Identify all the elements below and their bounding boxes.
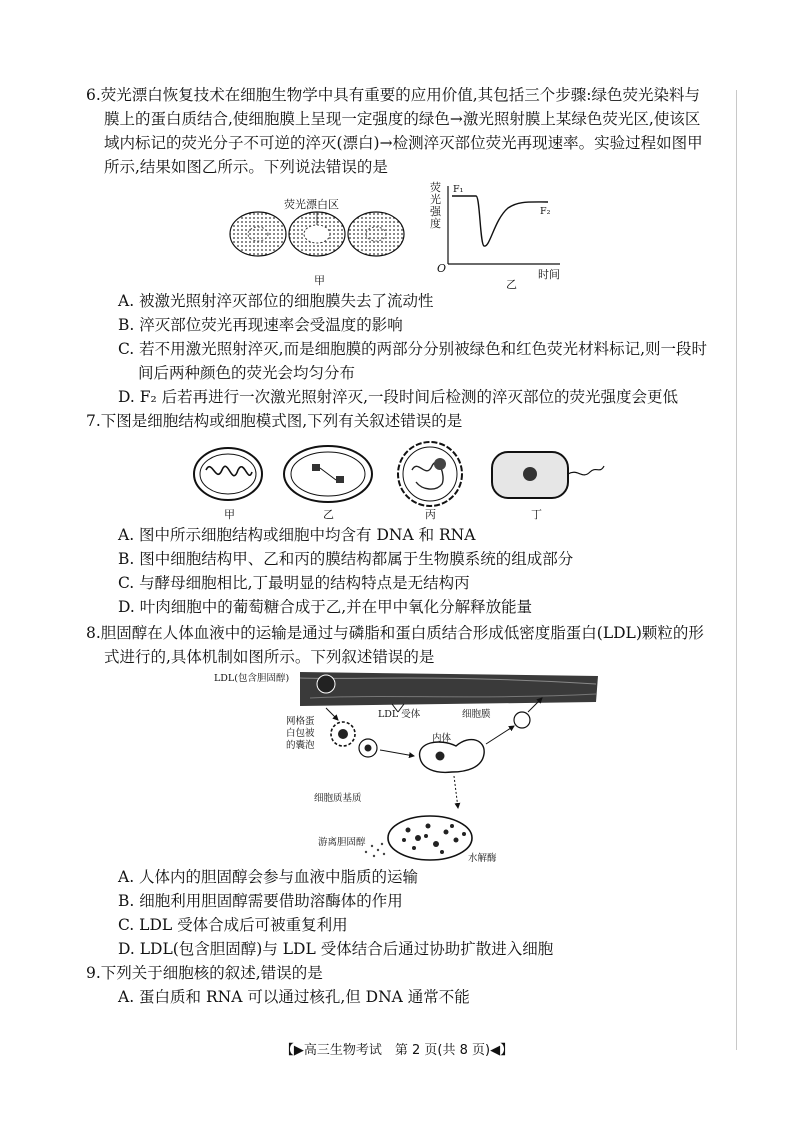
q7-label-jia: 甲	[224, 508, 235, 521]
chloroplast-diagram	[284, 446, 372, 502]
right-margin-rule	[736, 90, 737, 1050]
q7-option-c: C. 与酵母细胞相比,丁最明显的结构特点是无结构丙	[118, 574, 470, 592]
q7-figure	[190, 440, 610, 510]
endosome	[420, 740, 485, 773]
q6-stem-line-4: 所示,结果如图乙所示。下列说法错误的是	[104, 158, 388, 176]
q6-option-c-cont: 间后两种颜色的荧光会均匀分布	[138, 364, 356, 382]
f2-label: F₂	[540, 206, 551, 217]
membrane-label: 细胞膜	[462, 709, 491, 720]
fig-b-ylabel: 荧 光 强 度	[430, 181, 441, 230]
q8-stem-line-2: 式进行的,具体机制如图所示。下列叙述错误的是	[104, 648, 435, 666]
endosome-label: 内体	[432, 733, 452, 744]
footer-text: 高三生物考试 第 2 页(共 8 页)	[303, 1043, 491, 1058]
q8-option-c: C. LDL 受体合成后可被重复利用	[118, 916, 348, 934]
q7-label-bing: 丙	[425, 508, 436, 521]
mitochondrion-diagram	[194, 448, 262, 500]
q7-option-d: D. 叶肉细胞中的葡萄糖合成于乙,并在甲中氧化分解释放能量	[118, 598, 533, 616]
q6-option-d: D. F₂ 后若再进行一次激光照射淬灭,一段时间后检测的淬灭部位的荧光强度会更低	[118, 388, 679, 406]
q7-label-ding: 丁	[531, 508, 542, 521]
free-cholesterol-label: 游离胆固醇	[318, 837, 366, 848]
time-axis-label: 时间	[538, 268, 560, 281]
play-right-icon: ▶	[293, 1043, 304, 1058]
play-left-icon: ◀	[490, 1043, 501, 1058]
q6-option-b: B. 淬灭部位荧光再现速率会受温度的影响	[118, 316, 403, 334]
q7-label-yi: 乙	[323, 508, 334, 521]
q8-option-b: B. 细胞利用胆固醇需要借助溶酶体的作用	[118, 892, 403, 910]
fig-a-caption: 甲	[314, 274, 325, 287]
q7-option-b: B. 图中细胞结构甲、乙和丙的膜结构都属于生物膜系统的组成部分	[118, 550, 574, 568]
cell-3	[348, 212, 404, 256]
ldl-label: LDL(包含胆固醇)	[214, 673, 290, 684]
page-footer	[0, 1039, 794, 1058]
q6-stem-line-1: 6.荧光漂白恢复技术在细胞生物学中具有重要的应用价值,其包括三个步骤:绿色荧光染料与	[86, 86, 700, 104]
cell-1	[230, 212, 286, 256]
hydrolase-label: 水解酶	[468, 853, 497, 864]
footer-left-bracket: 【	[280, 1043, 294, 1058]
footer-right-bracket: 】	[500, 1043, 514, 1058]
q6-stem-line-2: 膜上的蛋白质结合,使细胞膜上呈现一定强度的绿色→激光照射膜上某绿色荧光区,使该区	[104, 110, 701, 128]
f1-label: F₁	[453, 184, 464, 195]
ldl-particle	[317, 675, 335, 693]
q9-stem: 9.下列关于细胞核的叙述,错误的是	[86, 964, 323, 982]
lysosome	[388, 816, 472, 860]
nucleus-diagram	[398, 442, 462, 506]
q6-option-a: A. 被激光照射淬灭部位的细胞膜失去了流动性	[118, 292, 434, 310]
q8-option-d: D. LDL(包含胆固醇)与 LDL 受体结合后通过协助扩散进入细胞	[118, 940, 554, 958]
origin-label: O	[437, 262, 447, 275]
bleach-zone-label: 荧光漂白区	[284, 198, 339, 211]
q6-figure-b	[444, 184, 564, 268]
q6-option-c: C. 若不用激光照射淬灭,而是细胞膜的两部分分别被绿色和红色荧光材料标记,则一段时	[118, 340, 708, 358]
matrix-label: 细胞质基质	[314, 793, 362, 804]
q7-stem: 7.下图是细胞结构或细胞模式图,下列有关叙述错误的是	[86, 412, 463, 430]
fig-b-caption: 乙	[506, 278, 517, 291]
bacterium-diagram	[492, 452, 604, 498]
receptor-label: LDL 受体	[378, 709, 421, 720]
q8-stem-line-1: 8.胆固醇在人体血液中的运输是通过与磷脂和蛋白质结合形成低密度脂蛋白(LDL)颗粒的形	[86, 624, 704, 642]
membrane-band	[300, 672, 598, 706]
fluorescence-curve	[452, 196, 551, 246]
vesicle-label: 网格蛋 白包被 的囊泡	[286, 716, 315, 751]
q6-stem-line-3: 域内标记的荧光分子不可逆的淬灭(漂白)→检测淬灭部位荧光再现速率。实验过程如图甲	[104, 134, 703, 152]
q8-option-a: A. 人体内的胆固醇会参与血液中脂质的运输	[118, 868, 419, 886]
q9-option-a: A. 蛋白质和 RNA 可以通过核孔,但 DNA 通常不能	[118, 988, 470, 1006]
q7-option-a: A. 图中所示细胞结构或细胞中均含有 DNA 和 RNA	[118, 526, 476, 544]
